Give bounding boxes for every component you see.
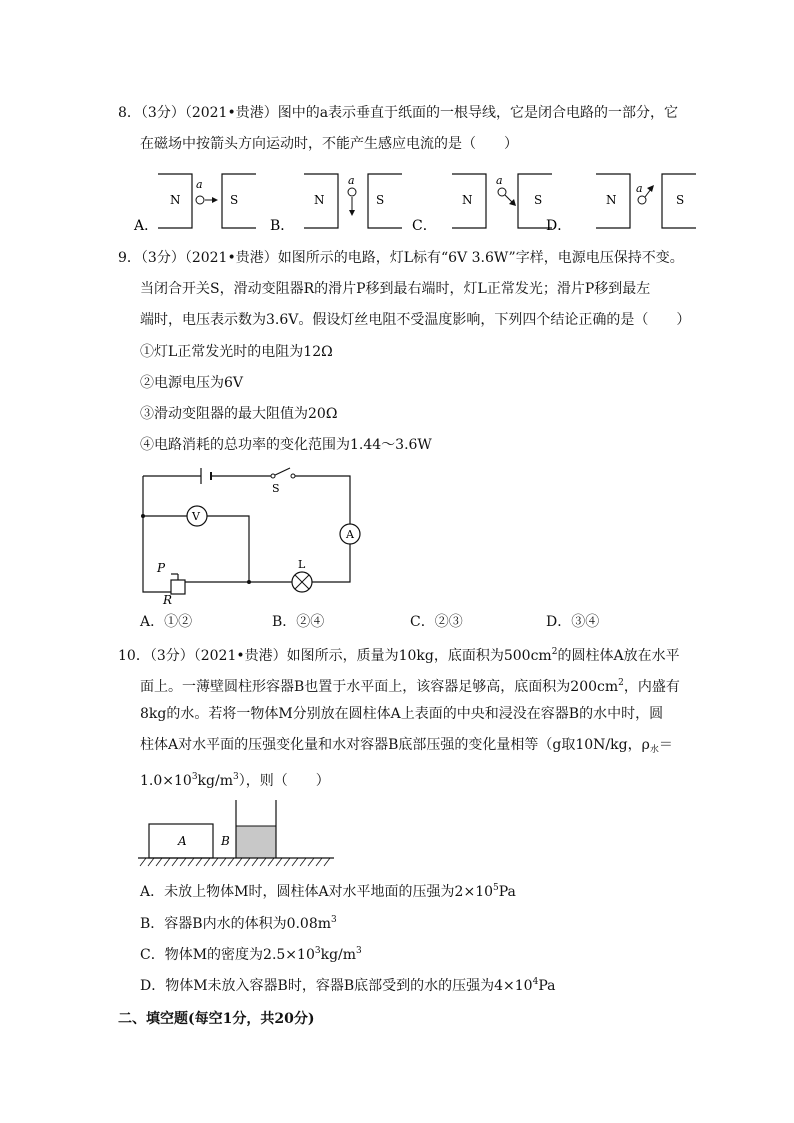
q8-stem-line1: 8．（3分）（2021•贵港）图中的a表示垂直于纸面的一根导线，它是闭合电路的一部分，它 [118, 105, 679, 121]
wire-label: a [348, 174, 355, 187]
q8-option-a[interactable] [133, 174, 256, 234]
q9-circuit-diagram [135, 462, 365, 607]
q8-options-figure [130, 170, 685, 234]
q9-statement-2: ②电源电压为6V [140, 375, 244, 391]
q10-option-b[interactable]: B．容器B内水的体积为$0.08m^3$ [140, 915, 337, 932]
wire-label: a [636, 182, 643, 195]
q10-cylinder-container-figure [136, 800, 336, 870]
q10-option-a[interactable]: A．未放上物体M时，圆柱体A对水平地面的压强为$2\times 10^5Pa$ [140, 883, 516, 900]
container-b-water [236, 826, 276, 858]
q9-statement-1: ①灯L正常发光时的电阻为12Ω [140, 344, 333, 360]
q8-option-b-label: B． [270, 218, 295, 234]
wire-a [196, 196, 204, 204]
q9-option-d[interactable]: D．③④ [546, 614, 600, 630]
q8-option-d[interactable] [546, 174, 696, 234]
q8-option-c-label: C． [412, 218, 437, 234]
q8-option-a-label: A． [134, 218, 159, 234]
q9-stem-line3: 端时，电压表示数为3.6V。假设灯丝电阻不受温度影响，下列四个结论正确的是（ ） [140, 312, 691, 328]
north-pole-label: N [314, 193, 325, 207]
q8-stem-line2: 在磁场中按箭头方向运动时，不能产生感应电流的是（ ） [140, 136, 518, 152]
ammeter-label: A [346, 528, 354, 541]
q8-option-d-label: D． [546, 218, 572, 234]
q8-option-b[interactable] [270, 174, 402, 234]
switch-label: S [272, 482, 280, 495]
wire-a [498, 188, 506, 196]
section-title: 二、填空题(每空1分，共20分) [118, 1011, 315, 1027]
wire-a [638, 196, 646, 204]
q10-option-c[interactable]: C．物体M的密度为$2.5\times 10^3kg/m^3$ [140, 946, 362, 963]
q10-stem-line5: $1.0\times 10^3kg/m^3$），则（ ） [140, 772, 330, 789]
wire-label: a [496, 174, 503, 187]
q10-option-d[interactable]: D．物体M未放入容器B时，容器B底部受到的水的压强为$4\times 10^4Pa$ [140, 977, 556, 994]
q10-stem-line1: 10．（3分）（2021•贵港）如图所示，质量为10kg，底面积为$500cm^2$的圆柱体A放在水平 [118, 647, 680, 664]
south-pole-label: S [230, 193, 239, 207]
voltmeter-label: V [192, 510, 200, 523]
q9-stem-line2: 当闭合开关S，滑动变阻器R的滑片P移到最右端时，灯L正常发光；滑片P移到最左 [140, 281, 651, 297]
cylinder-a-label: A [178, 834, 187, 848]
q9-statement-4: ④电路消耗的总功率的变化范围为1.44～3.6W [140, 437, 432, 453]
north-pole-label: N [170, 193, 181, 207]
slider-label: P [157, 561, 166, 575]
container-b-label: B [221, 834, 230, 848]
wire-a [348, 188, 356, 196]
wire-label: a [196, 178, 203, 191]
q9-stem-line1: 9．（3分）（2021•贵港）如图所示的电路，灯L标有“6V 3.6W”字样，电源电压保持不变。 [118, 250, 684, 266]
rheostat-label: R [163, 593, 173, 607]
north-pole-label: N [462, 193, 473, 207]
q9-option-a[interactable]: A．①② [140, 614, 193, 630]
q9-statement-3: ③滑动变阻器的最大阻值为20Ω [140, 406, 338, 422]
q10-stem-line3: 8kg的水。若将一物体M分别放在圆柱体A上表面的中央和浸没在容器B的水中时，圆 [140, 706, 664, 722]
lamp-label: L [298, 558, 306, 571]
south-pole-label: S [534, 193, 543, 207]
q10-stem-line4: 柱体A对水平面的压强变化量和水对容器B底部压强的变化量相等（g取10N/kg，$\rho_水=$ [140, 737, 673, 755]
south-pole-label: S [676, 193, 685, 207]
q9-option-b[interactable]: B．②④ [272, 614, 325, 630]
q9-option-c[interactable]: C．②③ [410, 614, 463, 630]
south-pole-label: S [376, 193, 385, 207]
north-pole-label: N [606, 193, 617, 207]
q8-option-c[interactable] [412, 174, 552, 234]
ground-hatch [140, 858, 330, 866]
q10-stem-line2: 面上。一薄壁圆柱形容器B也置于水平面上，该容器足够高，底面积为$200cm^2$，内盛有 [140, 678, 680, 695]
switch-blade [273, 468, 290, 476]
